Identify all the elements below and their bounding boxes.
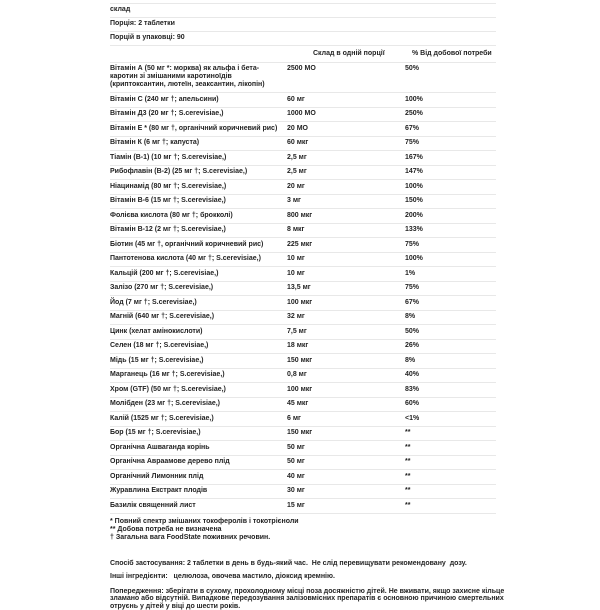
nutrient-row bbox=[110, 340, 496, 355]
nutrient-label: Базилік священний лист bbox=[110, 502, 287, 510]
nutrient-label: Органічна Ашваганда корінь bbox=[110, 444, 287, 452]
nutrient-row bbox=[110, 93, 496, 108]
nutrient-row bbox=[110, 195, 496, 210]
nutrient-amount: 45 мкг bbox=[287, 400, 405, 408]
nutrient-label: Пантотенова кислота (40 мг †; S.cerevisiae,) bbox=[110, 255, 287, 263]
nutrient-amount: 60 мг bbox=[287, 96, 405, 104]
nutrient-amount: 10 мг bbox=[287, 270, 405, 278]
section-title: склад bbox=[110, 4, 496, 18]
nutrient-daily-value: 150% bbox=[405, 197, 496, 205]
nutrient-label: Тіамін (В-1) (10 мг †; S.cerevisiae,) bbox=[110, 154, 287, 162]
nutrient-daily-value: ** bbox=[405, 473, 496, 481]
nutrient-label: Магній (640 мг †; S.cerevisiae,) bbox=[110, 313, 287, 321]
nutrient-label: Фолієва кислота (80 мг †; брокколі) bbox=[110, 212, 287, 220]
nutrient-amount: 8 мкг bbox=[287, 226, 405, 234]
nutrient-amount: 50 мг bbox=[287, 458, 405, 466]
nutrient-row bbox=[110, 412, 496, 427]
nutrient-label: Біотин (45 мг †, органічний коричневий рис) bbox=[110, 241, 287, 249]
nutrient-daily-value: 8% bbox=[405, 313, 496, 321]
nutrient-daily-value: 67% bbox=[405, 299, 496, 307]
nutrient-amount: 3 мг bbox=[287, 197, 405, 205]
nutrient-amount: 7,5 мг bbox=[287, 328, 405, 336]
nutrient-amount: 800 мкг bbox=[287, 212, 405, 220]
nutrient-row bbox=[110, 296, 496, 311]
nutrient-daily-value: 100% bbox=[405, 255, 496, 263]
footnote-foodstate-weight: † Загальна вага FoodState поживних речовин. bbox=[110, 534, 496, 542]
nutrient-row bbox=[110, 470, 496, 485]
nutrient-daily-value: 67% bbox=[405, 125, 496, 133]
nutrient-amount: 15 мг bbox=[287, 502, 405, 510]
nutrient-daily-value: 26% bbox=[405, 342, 496, 350]
nutrient-row bbox=[110, 325, 496, 340]
nutrient-amount: 60 мкг bbox=[287, 139, 405, 147]
usage-directions: Спосіб застосування: 2 таблетки в день в будь-який час. Не слід перевищувати рекомендовану дозу. bbox=[110, 560, 508, 568]
nutrient-row bbox=[110, 427, 496, 442]
nutrient-label: Вітамін В-12 (2 мг †; S.cerevisiae,) bbox=[110, 226, 287, 234]
nutrient-daily-value: 167% bbox=[405, 154, 496, 162]
footnotes bbox=[110, 514, 496, 544]
nutrient-amount: 225 мкг bbox=[287, 241, 405, 249]
nutrient-label: Органічна Авраамове дерево плід bbox=[110, 458, 287, 466]
nutrient-amount: 0,8 мг bbox=[287, 371, 405, 379]
nutrient-label: Селен (18 мг †; S.cerevisiae,) bbox=[110, 342, 287, 350]
nutrient-label: Хром (GTF) (50 мг †; S.cerevisiae,) bbox=[110, 386, 287, 394]
nutrient-daily-value: ** bbox=[405, 429, 496, 437]
nutrient-amount: 18 мкг bbox=[287, 342, 405, 350]
nutrient-amount: 1000 МО bbox=[287, 110, 405, 118]
nutrient-row bbox=[110, 238, 496, 253]
footnote-daily-value-not-established: ** Добова потреба не визначена bbox=[110, 526, 496, 534]
nutrient-amount: 150 мкг bbox=[287, 429, 405, 437]
nutrient-row bbox=[110, 63, 496, 94]
warning-text: Попередження: зберігати в сухому, прохолодному місці поза досяжністю дітей. Не вживати, якщо захисне кільце зламано або відсутній. Випадкове передозування залізовмісних препаратів є основною причиною смертельних отруєнь у дітей у віці до шести років. bbox=[110, 588, 508, 610]
nutrient-label: Мідь (15 мг †; S.cerevisiae,) bbox=[110, 357, 287, 365]
nutrient-label: Вітамін В-6 (15 мг †; S.cerevisiae,) bbox=[110, 197, 287, 205]
nutrient-daily-value: 75% bbox=[405, 139, 496, 147]
nutrient-amount: 20 мг bbox=[287, 183, 405, 191]
nutrient-label: Марганець (16 мг †; S.cerevisiae,) bbox=[110, 371, 287, 379]
nutrient-amount: 50 мг bbox=[287, 444, 405, 452]
nutrient-row bbox=[110, 354, 496, 369]
nutrient-daily-value: ** bbox=[405, 502, 496, 510]
nutrient-label: Ніацинамід (80 мг †; S.cerevisiae,) bbox=[110, 183, 287, 191]
nutrient-label: Залізо (270 мг †; S.cerevisiae,) bbox=[110, 284, 287, 292]
nutrient-amount: 100 мкг bbox=[287, 386, 405, 394]
nutrient-daily-value: 40% bbox=[405, 371, 496, 379]
nutrient-row bbox=[110, 108, 496, 123]
nutrient-label: Журавлина Екстракт плодів bbox=[110, 487, 287, 495]
nutrient-daily-value: 100% bbox=[405, 183, 496, 191]
nutrient-daily-value: 1% bbox=[405, 270, 496, 278]
nutrient-row bbox=[110, 441, 496, 456]
nutrient-label: Бор (15 мг †; S.cerevisiae,) bbox=[110, 429, 287, 437]
nutrient-row bbox=[110, 253, 496, 268]
table-column-headers bbox=[110, 46, 496, 63]
nutrient-amount: 32 мг bbox=[287, 313, 405, 321]
column-header-spacer bbox=[110, 50, 287, 58]
nutrient-amount: 100 мкг bbox=[287, 299, 405, 307]
nutrient-daily-value: 75% bbox=[405, 284, 496, 292]
nutrient-daily-value: 147% bbox=[405, 168, 496, 176]
nutrient-label: Йод (7 мг †; S.cerevisiae,) bbox=[110, 299, 287, 307]
nutrient-row bbox=[110, 499, 496, 514]
nutrient-amount: 2500 МО bbox=[287, 65, 405, 89]
nutrient-row bbox=[110, 369, 496, 384]
nutrient-row bbox=[110, 456, 496, 471]
nutrient-row bbox=[110, 398, 496, 413]
nutrient-amount: 20 МО bbox=[287, 125, 405, 133]
nutrient-daily-value: 83% bbox=[405, 386, 496, 394]
nutrient-amount: 13,5 мг bbox=[287, 284, 405, 292]
servings-per-container: Порцій в упаковці: 90 bbox=[110, 32, 496, 46]
nutrient-label: Вітамін С (240 мг †; апельсини) bbox=[110, 96, 287, 104]
nutrient-label: Вітамін А (50 мг *: морква) як альфа і бета-каротин зі змішаними каротиноїдів (криптоксантин, лютеїн, зеаксантин, лікопін) bbox=[110, 65, 287, 89]
nutrient-daily-value: 50% bbox=[405, 328, 496, 336]
nutrient-label: Калій (1525 мг †; S.cerevisiae,) bbox=[110, 415, 287, 423]
nutrient-amount: 2,5 мг bbox=[287, 154, 405, 162]
nutrient-row bbox=[110, 267, 496, 282]
footnote-mixed-tocopherols: * Повний спектр змішаних токоферолів і токотрієноли bbox=[110, 518, 496, 526]
nutrient-daily-value: <1% bbox=[405, 415, 496, 423]
nutrient-daily-value: 100% bbox=[405, 96, 496, 104]
nutrient-daily-value: 250% bbox=[405, 110, 496, 118]
nutrient-label: Кальцій (200 мг †; S.cerevisiae,) bbox=[110, 270, 287, 278]
serving-size: Порція: 2 таблетки bbox=[110, 18, 496, 32]
nutrient-daily-value: 60% bbox=[405, 400, 496, 408]
nutrient-amount: 10 мг bbox=[287, 255, 405, 263]
nutrient-label: Вітамін Е * (80 мг †, органічний коричневий рис) bbox=[110, 125, 287, 133]
nutrient-row bbox=[110, 209, 496, 224]
nutrient-amount: 2,5 мг bbox=[287, 168, 405, 176]
nutrient-daily-value: 133% bbox=[405, 226, 496, 234]
nutrient-row bbox=[110, 180, 496, 195]
nutrient-daily-value: 200% bbox=[405, 212, 496, 220]
nutrient-label: Вітамін Д3 (20 мг †; S.cerevisiae,) bbox=[110, 110, 287, 118]
nutrient-daily-value: 75% bbox=[405, 241, 496, 249]
nutrient-daily-value: ** bbox=[405, 458, 496, 466]
nutrient-label: Органічний Лимонник плід bbox=[110, 473, 287, 481]
nutrient-label: Цинк (хелат амінокислоти) bbox=[110, 328, 287, 336]
nutrient-row bbox=[110, 122, 496, 137]
nutrient-rows bbox=[110, 63, 496, 514]
nutrient-amount: 150 мкг bbox=[287, 357, 405, 365]
nutrient-label: Молібден (23 мг †; S.cerevisiae,) bbox=[110, 400, 287, 408]
nutrient-amount: 40 мг bbox=[287, 473, 405, 481]
supplement-facts-section bbox=[110, 3, 496, 610]
nutrient-row bbox=[110, 311, 496, 326]
other-ingredients: Інші інгредієнти: целюлоза, овочева мастило, діоксид кремнію. bbox=[110, 573, 508, 581]
nutrient-row bbox=[110, 224, 496, 239]
nutrient-amount: 6 мг bbox=[287, 415, 405, 423]
column-header-amount-per-serving: Склад в одній порції bbox=[287, 50, 405, 58]
nutrient-row bbox=[110, 137, 496, 152]
nutrient-label: Вітамін К (6 мг †; капуста) bbox=[110, 139, 287, 147]
nutrient-row bbox=[110, 151, 496, 166]
column-header-daily-value: % Від добової потреби bbox=[405, 50, 496, 58]
nutrient-row bbox=[110, 166, 496, 181]
nutrient-row bbox=[110, 282, 496, 297]
nutrient-daily-value: ** bbox=[405, 487, 496, 495]
nutrient-amount: 30 мг bbox=[287, 487, 405, 495]
nutrient-label: Рибофлавін (В-2) (25 мг †; S.cerevisiae,) bbox=[110, 168, 287, 176]
nutrient-row bbox=[110, 485, 496, 500]
nutrient-daily-value: 50% bbox=[405, 65, 496, 89]
nutrient-daily-value: ** bbox=[405, 444, 496, 452]
nutrient-daily-value: 8% bbox=[405, 357, 496, 365]
nutrient-row bbox=[110, 383, 496, 398]
